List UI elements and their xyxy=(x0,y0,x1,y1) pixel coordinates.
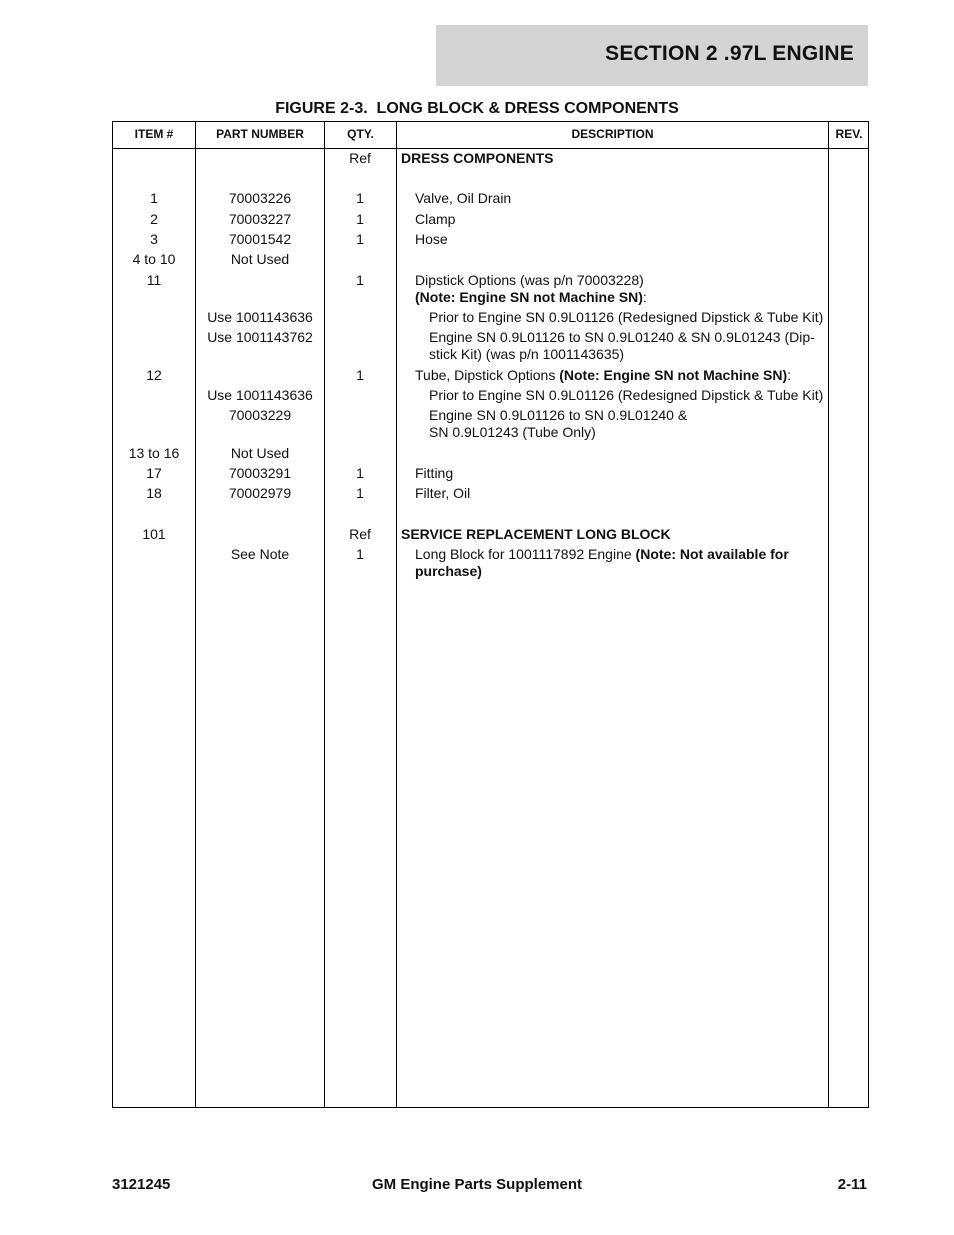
description-cell-cont: stick Kit) (was p/n 1001143635) xyxy=(429,346,625,362)
description-cell xyxy=(415,546,789,563)
column-divider xyxy=(396,122,397,1107)
item-cell: 17 xyxy=(146,465,162,481)
note-bold: (Note: Engine SN not Machine SN) xyxy=(559,367,788,383)
item-cell: 18 xyxy=(146,485,162,501)
header-part-number: PART NUMBER xyxy=(216,127,304,141)
qty-cell: Ref xyxy=(349,526,371,542)
header-rev: REV. xyxy=(835,127,863,141)
part-number-cell: 70002979 xyxy=(228,485,292,501)
item-cell: 4 to 10 xyxy=(132,251,176,267)
item-cell: 1 xyxy=(150,190,158,206)
item-cell: 3 xyxy=(150,231,158,247)
qty-cell: 1 xyxy=(356,485,364,501)
description-cell: Engine SN 0.9L01126 to SN 0.9L01240 & SN 0.9L01243 (Dip- xyxy=(429,329,815,345)
part-number-cell: Use 1001143636 xyxy=(207,309,313,325)
description-cell: Filter, Oil xyxy=(415,485,471,501)
section-header-box xyxy=(436,25,868,86)
note-suffix: : xyxy=(787,367,791,383)
description-text: Long Block for 1001117892 Engine xyxy=(415,546,636,562)
header-divider xyxy=(113,148,868,149)
note-bold: (Note: Not available for xyxy=(635,546,789,562)
item-cell: 11 xyxy=(146,272,162,288)
part-number-cell: See Note xyxy=(230,546,290,562)
note-suffix: : xyxy=(642,289,647,305)
description-cell: Clamp xyxy=(415,211,456,227)
part-number-cell: 70003291 xyxy=(228,465,292,481)
header-qty: QTY. xyxy=(347,127,374,141)
part-number-cell: Not Used xyxy=(230,445,290,461)
part-number-cell: 70003227 xyxy=(228,211,292,227)
description-cell: Valve, Oil Drain xyxy=(415,190,512,206)
qty-cell: 1 xyxy=(356,465,364,481)
part-number-cell: Use 1001143636 xyxy=(207,387,313,403)
qty-cell: 1 xyxy=(356,546,364,562)
description-cell-cont: SN 0.9L01243 (Tube Only) xyxy=(429,424,596,440)
item-cell: 13 to 16 xyxy=(128,445,180,461)
footer-page-number: 2-11 xyxy=(837,1176,867,1193)
description-cell-cont: purchase) xyxy=(415,563,482,579)
section-title: SECTION 2 .97L ENGINE xyxy=(605,42,854,65)
part-number-cell: 70001542 xyxy=(228,231,292,247)
qty-cell: 1 xyxy=(356,272,364,288)
qty-cell: Ref xyxy=(349,150,371,166)
description-cell: Prior to Engine SN 0.9L01126 (Redesigned Dipstick & Tube Kit) xyxy=(429,387,824,403)
description-cell: Hose xyxy=(415,231,448,247)
item-cell: 2 xyxy=(150,211,158,227)
part-number-cell: Use 1001143762 xyxy=(207,329,313,345)
description-cell xyxy=(415,367,791,384)
figure-title: FIGURE 2-3. LONG BLOCK & DRESS COMPONENTS xyxy=(275,100,679,117)
part-number-cell: 70003229 xyxy=(228,407,292,423)
column-divider xyxy=(195,122,196,1107)
qty-cell: 1 xyxy=(356,211,364,227)
description-text: Tube, Dipstick Options xyxy=(415,367,560,383)
item-cell: 12 xyxy=(146,367,162,383)
column-divider xyxy=(324,122,325,1107)
group-heading: DRESS COMPONENTS xyxy=(401,150,554,166)
description-cell: Engine SN 0.9L01126 to SN 0.9L01240 & xyxy=(429,407,688,423)
header-item: ITEM # xyxy=(134,127,174,141)
qty-cell: 1 xyxy=(356,231,364,247)
description-cell: Prior to Engine SN 0.9L01126 (Redesigned Dipstick & Tube Kit) xyxy=(429,309,824,325)
header-description: DESCRIPTION xyxy=(571,127,654,141)
column-divider xyxy=(828,122,829,1107)
description-cell: Fitting xyxy=(415,465,454,481)
description-cell: Dipstick Options (was p/n 70003228) xyxy=(415,272,644,288)
footer-title: GM Engine Parts Supplement xyxy=(371,1176,583,1193)
item-cell: 101 xyxy=(142,526,166,542)
part-number-cell: Not Used xyxy=(230,251,290,267)
footer-document-number: 3121245 xyxy=(112,1176,171,1193)
qty-cell: 1 xyxy=(356,367,364,383)
part-number-cell: 70003226 xyxy=(228,190,292,206)
note-bold: (Note: Engine SN not Machine SN) xyxy=(415,289,643,305)
group-heading: SERVICE REPLACEMENT LONG BLOCK xyxy=(401,526,671,542)
parts-table xyxy=(112,121,869,1108)
description-note xyxy=(415,289,647,306)
qty-cell: 1 xyxy=(356,190,364,206)
